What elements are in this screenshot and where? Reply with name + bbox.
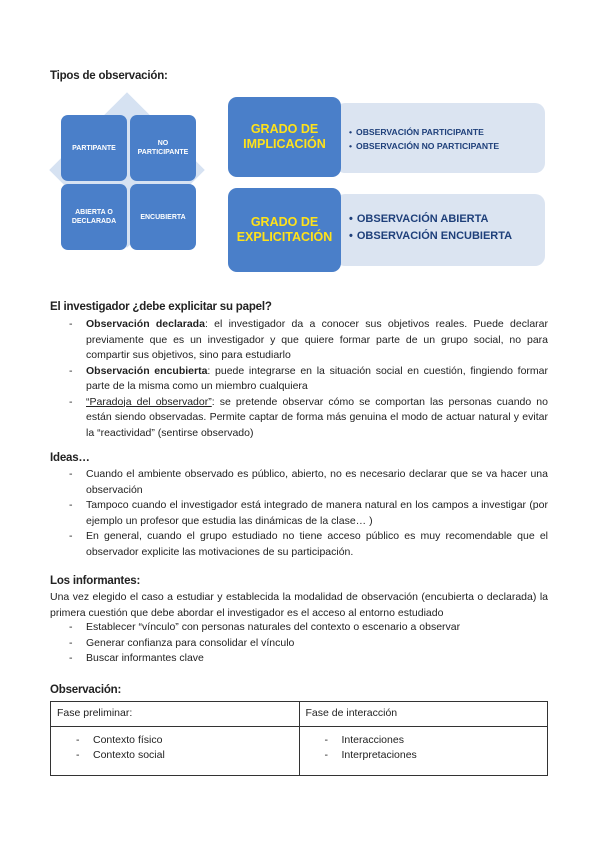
explicitacion-item: • OBSERVACIÓN ENCUBIERTA <box>349 228 512 245</box>
observation-types-matrix <box>40 105 215 255</box>
table-header-row <box>51 702 548 727</box>
implicacion-list <box>349 125 499 153</box>
ideas-item: - Cuando el ambiente observado es público, abierto, no es necesario declarar que se va hacer una observación <box>50 467 548 498</box>
table-cell <box>51 727 300 776</box>
informantes-item: - Buscar informantes clave <box>50 651 548 667</box>
explicitacion-title-box <box>228 188 341 272</box>
section-heading-investigador: El investigador ¿debe explicitar su papel? <box>50 301 272 313</box>
item-term: Observación encubierta <box>86 364 208 377</box>
tile-participante: PARTIPANTE <box>61 115 127 181</box>
list-item: - Interacciones <box>306 733 542 748</box>
table-cell <box>299 727 548 776</box>
ideas-item: - En general, cuando el grupo estudiado no tiene acceso público es muy recomendable que el observador explicite las motivaciones de su participación. <box>50 529 548 560</box>
investigador-item <box>50 317 548 364</box>
section-heading-informantes: Los informantes: <box>50 575 141 587</box>
table-header-cell: Fase de interacción <box>299 702 548 727</box>
explicitacion-list <box>349 211 512 245</box>
section-heading-tipos: Tipos de observación: <box>50 70 168 82</box>
ideas-list <box>50 467 548 560</box>
item-term: “Paradoja del observador” <box>86 395 212 408</box>
informantes-intro: Una vez elegido el caso a estudiar y establecida la modalidad de observación (encubierta o declarada) la primera cuestión que debe abordar el investigador es el acceso al entorno estudiado <box>50 591 548 619</box>
tile-encubierta: ENCUBIERTA <box>130 184 196 250</box>
implicacion-title-box <box>228 97 341 177</box>
interaccion-list <box>306 733 542 762</box>
item-text: : se pretende observar cómo se comportan las personas cuando no están siendo observadas. Permite captar de forma más genuina el modo de actuar natural y evitar la “reactividad” (sentirse observado) <box>86 395 548 439</box>
section-heading-ideas: Ideas… <box>50 452 90 464</box>
observation-phases-table <box>50 701 548 776</box>
implicacion-item: • OBSERVACIÓN PARTICIPANTE <box>349 125 499 139</box>
tile-no-participante: NO PARTICIPANTE <box>130 115 196 181</box>
item-text: : puede integrarse en la situación social en cuestión, fingiendo formar parte de la misma como un miembro cualquiera <box>86 364 548 392</box>
table-row <box>51 727 548 776</box>
investigador-item <box>50 395 548 442</box>
section-heading-observacion: Observación: <box>50 684 122 696</box>
explicitacion-item: • OBSERVACIÓN ABIERTA <box>349 211 512 228</box>
ideas-item: - Tampoco cuando el investigador está integrado de manera natural en los campos a investigar (por ejemplo un profesor que estudia las dinámicas de la clase… ) <box>50 498 548 529</box>
list-item: - Contexto físico <box>57 733 293 748</box>
informantes-list <box>50 620 548 667</box>
investigador-item <box>50 364 548 395</box>
investigador-list <box>50 317 548 441</box>
informantes-item: - Generar confianza para consolidar el vínculo <box>50 636 548 652</box>
item-text: : el investigador da a conocer sus objetivos reales. Puede declarar previamente que es un investigador y que quiere formar parte de un grupo social, no para compartir sus objetivos, sino para estudiarlo <box>86 318 548 361</box>
preliminar-list <box>57 733 293 762</box>
implicacion-title: GRADO DE IMPLICACIÓN <box>243 122 326 151</box>
item-term: Observación declarada <box>86 318 205 330</box>
explicitacion-title: GRADO DE EXPLICITACIÓN <box>236 215 333 244</box>
implicacion-item: • OBSERVACIÓN NO PARTICIPANTE <box>349 139 499 153</box>
informantes-item: - Establecer “vínculo” con personas naturales del contexto o escenario a observar <box>50 620 548 636</box>
list-item: - Interpretaciones <box>306 748 542 763</box>
table-header-cell: Fase preliminar: <box>51 702 300 727</box>
list-item: - Contexto social <box>57 748 293 763</box>
tile-abierta-declarada: ABIERTA O DECLARADA <box>61 184 127 250</box>
